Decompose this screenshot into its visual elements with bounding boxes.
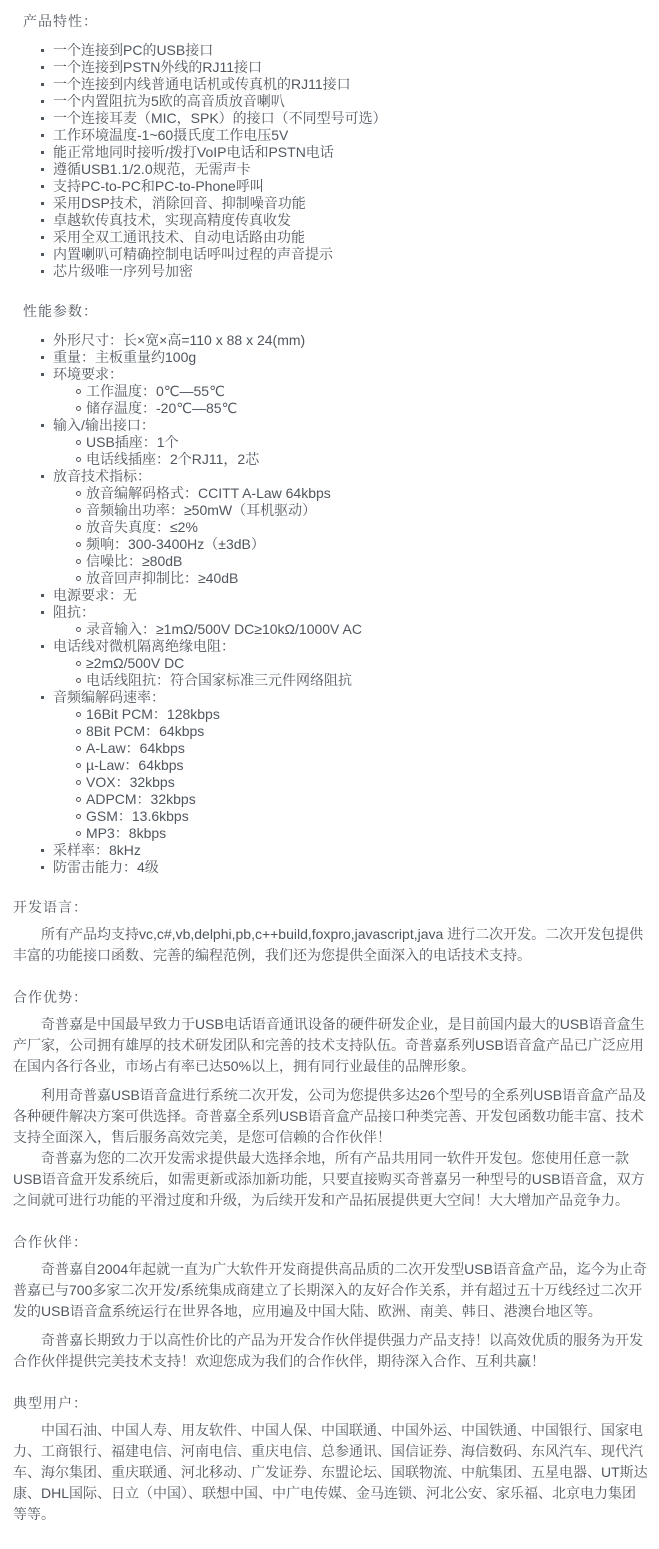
sub-list-item: A-Law：64kbps [76, 740, 649, 757]
list-item-text: 防雷击能力：4级 [53, 859, 159, 875]
sub-list-item: ADPCM：32kbps [76, 791, 649, 808]
development-languages-title: 开发语言： [13, 899, 88, 915]
list-item [40, 59, 649, 76]
performance-parameters-list [23, 332, 649, 876]
product-features-list [23, 42, 649, 280]
list-item [40, 638, 649, 689]
section-development-languages [13, 898, 649, 966]
cooperation-partners-title: 合作伙伴： [13, 1234, 88, 1250]
list-item [40, 178, 649, 195]
list-item [40, 229, 649, 246]
sub-list-item: 工作温度：0℃—55℃ [76, 383, 649, 400]
list-item-text: 一个连接到PSTN外线的RJ11接口 [53, 59, 262, 75]
sub-list-item: GSM：13.6kbps [76, 808, 649, 825]
list-item [40, 212, 649, 229]
list-item [40, 468, 649, 587]
section-performance-parameters [23, 302, 649, 876]
sub-list-item: 电话线阻抗：符合国家标准三元件网络阻抗 [76, 672, 649, 689]
list-item [40, 604, 649, 638]
list-item-text: 采样率：8kHz [53, 842, 141, 858]
list-item-text: 放音技术指标： [53, 468, 151, 484]
section-product-features [23, 12, 649, 280]
paragraph: 利用奇普嘉USB语音盒进行系统二次开发，公司为您提供多达26个型号的全系列USB语音盒产品及各种硬件解决方案可供选择。奇普嘉全系列USB语音盒产品接口种类完善、开发包函数功能丰富、技术支持全面深入，售后服务高效完美，是您可信赖的合作伙伴！ [13, 1087, 647, 1145]
list-item-text: 一个连接到内线普通电话机或传真机的RJ11接口 [53, 76, 351, 92]
list-item [40, 689, 649, 842]
sub-list [53, 621, 649, 638]
sub-list [53, 485, 649, 587]
product-features-title: 产品特性： [23, 13, 98, 29]
sub-list-item: USB插座：1个 [76, 434, 649, 451]
performance-parameters-title: 性能参数： [23, 303, 98, 319]
sub-list [53, 383, 649, 417]
list-item [40, 144, 649, 161]
paragraph: 中国石油、中国人寿、用友软件、中国人保、中国联通、中国外运、中国铁通、中国银行、国家电力、工商银行、福建电信、河南电信、重庆电信、总参通讯、国信证券、海信数码、东风汽车、现代汽车、海尔集团、重庆联通、河北移动、广发证券、东盟论坛、国联物流、中航集团、五星电器、UT斯达康、DHL国际、日立（中国）、联想中国、中广电传媒、金马连锁、河北公安、家乐福、北京电力集团等等。 [13, 1422, 648, 1522]
sub-list-item: ≥2mΩ/500V DC [76, 655, 649, 672]
list-item [40, 349, 649, 366]
section-cooperation-partners [13, 1233, 649, 1372]
paragraph: 奇普嘉自2004年起就一直为广大软件开发商提供高品质的二次开发型USB语音盒产品，迄今为止奇普嘉已与700多家二次开发/系统集成商建立了长期深入的友好合作关系，并有超过五十万线经过二次开发的USB语音盒系统运行在世界各地，应用遍及中国大陆、欧洲、南美、韩日、港澳台地区等。 [13, 1261, 647, 1319]
list-item-text: 阻抗： [53, 604, 95, 620]
sub-list-item: 放音编解码格式：CCITT A-Law 64kbps [76, 485, 649, 502]
sub-list-item: 8Bit PCM：64kbps [76, 723, 649, 740]
list-item-text: 一个连接耳麦（MIC，SPK）的接口（不同型号可选） [53, 110, 387, 126]
list-item-text: 采用DSP技术，消除回音、抑制噪音功能 [53, 195, 306, 211]
sub-list-item: µ-Law：64kbps [76, 757, 649, 774]
sub-list-item: 频响：300-3400Hz（±3dB） [76, 536, 649, 553]
sub-list-item: 音频输出功率：≥50mW（耳机驱动） [76, 502, 649, 519]
section-typical-users [13, 1394, 649, 1525]
list-item-text: 一个内置阻抗为5欧的高音质放音喇叭 [53, 93, 285, 109]
list-item [40, 859, 649, 876]
list-item-text: 卓越软传真技术，实现高精度传真收发 [53, 212, 291, 228]
list-item [40, 332, 649, 349]
list-item [40, 417, 649, 468]
sub-list-item: 放音失真度：≤2% [76, 519, 649, 536]
sub-list [53, 706, 649, 842]
list-item [40, 842, 649, 859]
list-item-text: 外形尺寸：长×宽×高=110 x 88 x 24(mm) [53, 332, 306, 348]
paragraph: 所有产品均支持vc,c#,vb,delphi,pb,c++build,foxpro,javascript,java 进行二次开发。二次开发包提供丰富的功能接口函数、完善的编程范例，我们还为您提供全面深入的电话技术支持。 [13, 926, 644, 963]
list-item [40, 42, 649, 59]
list-item-text: 内置喇叭可精确控制电话呼叫过程的声音提示 [53, 246, 333, 262]
list-item [40, 161, 649, 178]
sub-list-item: 放音回声抑制比：≥40dB [76, 570, 649, 587]
sub-list [53, 655, 649, 689]
list-item [40, 93, 649, 110]
list-item [40, 195, 649, 212]
list-item-text: 音频编解码速率： [53, 689, 165, 705]
list-item-text: 遵循USB1.1/2.0规范，无需声卡 [53, 161, 251, 177]
list-item [40, 263, 649, 280]
list-item-text: 电话线对微机隔离绝缘电阻： [53, 638, 235, 654]
sub-list-item: 信噪比：≥80dB [76, 553, 649, 570]
list-item [40, 110, 649, 127]
list-item-text: 环境要求： [53, 366, 123, 382]
sub-list-item: 录音输入：≥1mΩ/500V DC≥10kΩ/1000V AC [76, 621, 649, 638]
list-item-text: 输入/输出接口： [53, 417, 155, 433]
sub-list-item: 16Bit PCM：128kbps [76, 706, 649, 723]
list-item-text: 支持PC-to-PC和PC-to-Phone呼叫 [53, 178, 264, 194]
sub-list-item: MP3：8kbps [76, 825, 649, 842]
sub-list [53, 434, 649, 468]
typical-users-title: 典型用户： [13, 1395, 88, 1411]
list-item [40, 246, 649, 263]
sub-list-item: VOX：32kbps [76, 774, 649, 791]
section-cooperation-advantages [13, 988, 649, 1211]
list-item-text: 芯片级唯一序列号加密 [53, 263, 193, 279]
list-item-text: 重量：主板重量约100g [53, 349, 197, 365]
paragraph: 奇普嘉为您的二次开发需求提供最大选择余地，所有产品共用同一软件开发包。您使用任意一款USB语音盒开发系统后，如需更新或添加新功能，只要直接购买奇普嘉另一种型号的USB语音盒，双方之间就可进行功能的平滑过度和升级，为后续开发和产品拓展提供更大空间！大大增加产品竞争力。 [13, 1150, 645, 1208]
paragraph: 奇普嘉是中国最早致力于USB电话语音通讯设备的硬件研发企业，是目前国内最大的USB语音盒生产厂家，公司拥有雄厚的技术研发团队和完善的技术支持队伍。奇普嘉系列USB语音盒产品已广泛应用在国内各行各业，市场占有率已达50%以上，拥有同行业最佳的品牌形象。 [13, 1016, 645, 1074]
list-item-text: 电源要求：无 [53, 587, 137, 603]
list-item-text: 采用全双工通讯技术、自动电话路由功能 [53, 229, 305, 245]
list-item [40, 587, 649, 604]
list-item [40, 76, 649, 93]
sub-list-item: 电话线插座：2个RJ11，2芯 [76, 451, 649, 468]
list-item [40, 127, 649, 144]
list-item-text: 工作环境温度-1~60摄氏度工作电压5V [53, 127, 289, 143]
cooperation-advantages-title: 合作优势： [13, 989, 88, 1005]
list-item [40, 366, 649, 417]
list-item-text: 一个连接到PC的USB接口 [53, 42, 214, 58]
list-item-text: 能正常地同时接听/拨打VoIP电话和PSTN电话 [53, 144, 334, 160]
paragraph: 奇普嘉长期致力于以高性价比的产品为开发合作伙伴提供强力产品支持！以高效优质的服务为开发合作伙伴提供完美技术支持！欢迎您成为我们的合作伙伴，期待深入合作、互利共赢！ [13, 1332, 643, 1369]
sub-list-item: 储存温度：-20℃—85℃ [76, 400, 649, 417]
